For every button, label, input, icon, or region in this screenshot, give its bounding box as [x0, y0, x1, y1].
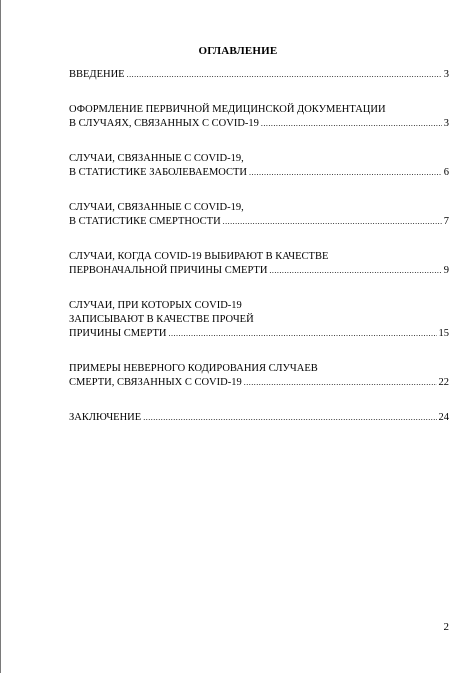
toc-leader-dots [249, 166, 442, 180]
toc-entry-page: 3 [443, 69, 449, 80]
toc-entry-line: В СЛУЧАЯХ, СВЯЗАННЫХ С COVID-19 [69, 118, 259, 129]
toc-entry-last-line [69, 117, 449, 131]
toc-leader-dots [169, 327, 437, 341]
toc-entry-line: СЛУЧАИ, СВЯЗАННЫЕ С COVID-19, [69, 202, 244, 213]
toc-leader-dots [244, 376, 437, 390]
toc-entry-last-line [69, 327, 449, 341]
toc-entry-line: ОФОРМЛЕНИЕ ПЕРВИЧНОЙ МЕДИЦИНСКОЙ ДОКУМЕНТАЦИИ [69, 104, 386, 115]
toc-entry[interactable] [69, 152, 449, 180]
toc-title: ОГЛАВЛЕНИЕ [198, 45, 278, 57]
toc-entry-last-line [69, 68, 449, 82]
toc-entry-page: 7 [443, 216, 449, 227]
page-left-border [0, 0, 1, 673]
toc-entry-page: 22 [438, 377, 449, 388]
toc-entry[interactable] [69, 201, 449, 229]
toc-entry-line: СЛУЧАИ, КОГДА COVID-19 ВЫБИРАЮТ В КАЧЕСТВЕ [69, 251, 329, 262]
toc-leader-dots [261, 117, 442, 131]
toc-entry[interactable] [69, 362, 449, 390]
toc-entry-line: СМЕРТИ, СВЯЗАННЫХ С COVID-19 [69, 377, 242, 388]
toc-leader-dots [143, 411, 436, 425]
toc-entry-line: ЗАКЛЮЧЕНИЕ [69, 412, 142, 423]
toc-entry[interactable] [69, 411, 449, 425]
toc-entry-page: 24 [438, 412, 449, 423]
toc-entry[interactable] [69, 299, 449, 341]
toc-leader-dots [269, 264, 441, 278]
toc-entry-line: В СТАТИСТИКЕ СМЕРТНОСТИ [69, 216, 221, 227]
table-of-contents [69, 68, 449, 446]
toc-entry-last-line [69, 215, 449, 229]
toc-entry-page: 9 [443, 265, 449, 276]
toc-entry-page: 15 [438, 328, 449, 339]
toc-entry-line: ЗАПИСЫВАЮТ В КАЧЕСТВЕ ПРОЧЕЙ [69, 314, 254, 325]
toc-entry-last-line [69, 264, 449, 278]
toc-entry[interactable] [69, 250, 449, 278]
toc-entry-last-line [69, 166, 449, 180]
toc-leader-dots [223, 215, 442, 229]
toc-entry-line: ПРИЧИНЫ СМЕРТИ [69, 328, 167, 339]
toc-entry[interactable] [69, 103, 449, 131]
page-number: 2 [443, 621, 449, 633]
toc-entry-line: ПЕРВОНАЧАЛЬНОЙ ПРИЧИНЫ СМЕРТИ [69, 265, 268, 276]
toc-entry-line: СЛУЧАИ, ПРИ КОТОРЫХ COVID-19 [69, 300, 242, 311]
toc-entry[interactable] [69, 68, 449, 82]
toc-entry-line: ВВЕДЕНИЕ [69, 69, 125, 80]
toc-entry-line: СЛУЧАИ, СВЯЗАННЫЕ С COVID-19, [69, 153, 244, 164]
toc-entry-last-line [69, 376, 449, 390]
toc-entry-page: 6 [443, 167, 449, 178]
toc-leader-dots [127, 68, 442, 82]
toc-entry-line: ПРИМЕРЫ НЕВЕРНОГО КОДИРОВАНИЯ СЛУЧАЕВ [69, 363, 318, 374]
toc-entry-last-line [69, 411, 449, 425]
toc-entry-page: 3 [443, 118, 449, 129]
toc-entry-line: В СТАТИСТИКЕ ЗАБОЛЕВАЕМОСТИ [69, 167, 248, 178]
